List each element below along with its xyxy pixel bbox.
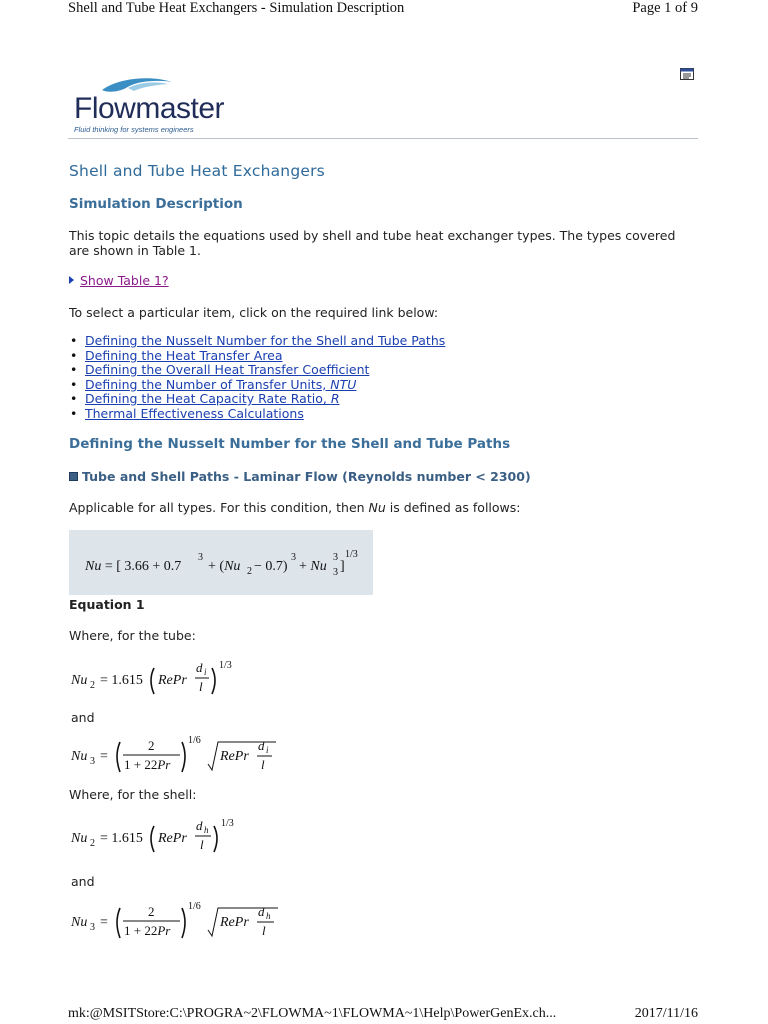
where-shell-label: Where, for the shell: xyxy=(69,787,197,802)
svg-text:2: 2 xyxy=(148,904,155,919)
where-tube-label: Where, for the tube: xyxy=(69,628,196,643)
svg-text:2: 2 xyxy=(90,838,95,849)
subsection-heading-label: Tube and Shell Paths - Laminar Flow (Reynolds number < 2300) xyxy=(82,469,531,484)
tube-nu2-formula xyxy=(68,656,248,700)
footer-url: mk:@MSITStore:C:\PROGRA~2\FLOWMA~1\FLOWMA~1\Help\PowerGenEx.ch... xyxy=(68,1006,557,1021)
svg-text:d: d xyxy=(258,904,265,919)
svg-text:RePr: RePr xyxy=(220,749,249,764)
show-table-toggle[interactable] xyxy=(69,273,169,288)
list-item xyxy=(69,407,445,422)
svg-text:3: 3 xyxy=(198,552,203,563)
svg-text:1 + 22Pr: 1 + 22Pr xyxy=(124,923,171,938)
svg-text:3: 3 xyxy=(90,922,95,933)
list-item xyxy=(69,334,445,349)
svg-text:2: 2 xyxy=(148,738,155,753)
applicable-text xyxy=(69,500,521,515)
svg-text:i: i xyxy=(266,745,269,755)
expand-arrow-icon xyxy=(69,276,74,284)
shell-nu2-formula xyxy=(68,814,248,858)
svg-text:l: l xyxy=(262,923,266,938)
and-label-1: and xyxy=(71,710,95,725)
link-capacity-ratio[interactable]: Defining the Heat Capacity Rate Ratio, R xyxy=(85,391,340,406)
equation-1-formula xyxy=(69,530,373,595)
svg-text:1/6: 1/6 xyxy=(188,901,201,912)
svg-text:d: d xyxy=(258,738,265,753)
page-title: Shell and Tube Heat Exchangers xyxy=(69,162,325,180)
shell-nu3-formula xyxy=(68,898,288,942)
svg-text:1 + 22Pr: 1 + 22Pr xyxy=(124,757,171,772)
link-overall-coefficient[interactable]: Defining the Overall Heat Transfer Coefficient xyxy=(85,362,370,377)
svg-text:3: 3 xyxy=(333,567,338,578)
applicable-variable: Nu xyxy=(368,500,386,515)
svg-text:h: h xyxy=(266,911,271,921)
expand-all-icon[interactable] xyxy=(680,68,694,80)
collapse-square-icon xyxy=(69,472,78,481)
svg-text:+ Nu: + Nu xyxy=(299,559,327,574)
page-number: Page 1 of 9 xyxy=(632,0,698,16)
svg-text:d: d xyxy=(196,660,203,675)
svg-text:1/3: 1/3 xyxy=(219,660,232,671)
link-thermal-effectiveness[interactable]: Thermal Effectiveness Calculations xyxy=(85,405,304,421)
svg-text:RePr: RePr xyxy=(158,673,187,688)
flowmaster-logo xyxy=(74,80,224,134)
svg-text:=: = xyxy=(100,749,108,764)
equation-1-box xyxy=(69,530,373,595)
svg-text:RePr: RePr xyxy=(158,831,187,846)
applicable-text-end: is defined as follows: xyxy=(385,500,521,515)
svg-text:Nu: Nu xyxy=(71,915,88,930)
tube-nu3-formula xyxy=(68,732,288,776)
intro-paragraph: This topic details the equations used by shell and tube heat exchanger types. The types covered are shown in Table 1. xyxy=(69,228,676,258)
logo-swoosh-icon xyxy=(98,76,178,96)
select-instruction: To select a particular item, click on the required link below: xyxy=(69,305,439,320)
svg-text:2: 2 xyxy=(247,566,252,577)
list-item xyxy=(69,378,445,393)
svg-text:h: h xyxy=(204,825,209,835)
list-item xyxy=(69,363,445,378)
svg-text:l: l xyxy=(261,757,265,772)
svg-text:=: = xyxy=(100,915,108,930)
svg-text:− 0.7): − 0.7) xyxy=(254,559,288,574)
print-header-title: Shell and Tube Heat Exchangers - Simulation Description xyxy=(68,0,405,16)
footer-date: 2017/11/16 xyxy=(634,1006,698,1021)
svg-text:3: 3 xyxy=(333,552,338,563)
svg-text:RePr: RePr xyxy=(220,915,249,930)
link-nusselt-number[interactable]: Defining the Nusselt Number for the Shell and Tube Paths xyxy=(85,333,446,348)
svg-text:d: d xyxy=(196,818,203,833)
svg-text:2: 2 xyxy=(90,680,95,691)
section-heading: Defining the Nusselt Number for the Shell and Tube Paths xyxy=(69,436,511,452)
svg-text:= 1.615: = 1.615 xyxy=(100,673,143,688)
logo-wordmark: Flowmaster xyxy=(74,92,225,125)
svg-text:3: 3 xyxy=(291,552,296,563)
svg-text:Nu: Nu xyxy=(71,831,88,846)
svg-text:Nu: Nu xyxy=(71,749,88,764)
svg-text:]: ] xyxy=(340,559,345,574)
list-item xyxy=(69,349,445,364)
svg-text:i: i xyxy=(204,667,207,677)
svg-text:3: 3 xyxy=(90,756,95,767)
svg-text:l: l xyxy=(200,837,204,852)
svg-text:1/3: 1/3 xyxy=(345,549,358,560)
link-heat-transfer-area[interactable]: Defining the Heat Transfer Area xyxy=(85,347,283,363)
applicable-text-start: Applicable for all types. For this condition, then xyxy=(69,500,369,515)
svg-text:Nu = [ 3.66 + 0.7: Nu = [ 3.66 + 0.7 xyxy=(85,559,182,574)
svg-text:1/3: 1/3 xyxy=(221,818,234,829)
page-subtitle: Simulation Description xyxy=(69,196,243,212)
svg-text:= 1.615: = 1.615 xyxy=(100,831,143,846)
svg-text:1/6: 1/6 xyxy=(188,735,201,746)
subsection-heading[interactable] xyxy=(69,469,531,484)
equation-label: Equation 1 xyxy=(69,597,145,612)
svg-text:+ (Nu: + (Nu xyxy=(208,559,241,574)
svg-text:Nu: Nu xyxy=(71,673,88,688)
print-header xyxy=(68,0,698,20)
show-table-link[interactable]: Show Table 1? xyxy=(80,273,169,288)
svg-text:l: l xyxy=(199,679,203,694)
topic-link-list xyxy=(69,334,445,421)
logo-tagline: Fluid thinking for systems engineers xyxy=(74,125,194,134)
list-item xyxy=(69,392,445,407)
and-label-2: and xyxy=(71,874,95,889)
link-ntu[interactable]: Defining the Number of Transfer Units, NTU xyxy=(85,376,357,392)
header-divider xyxy=(68,138,698,139)
